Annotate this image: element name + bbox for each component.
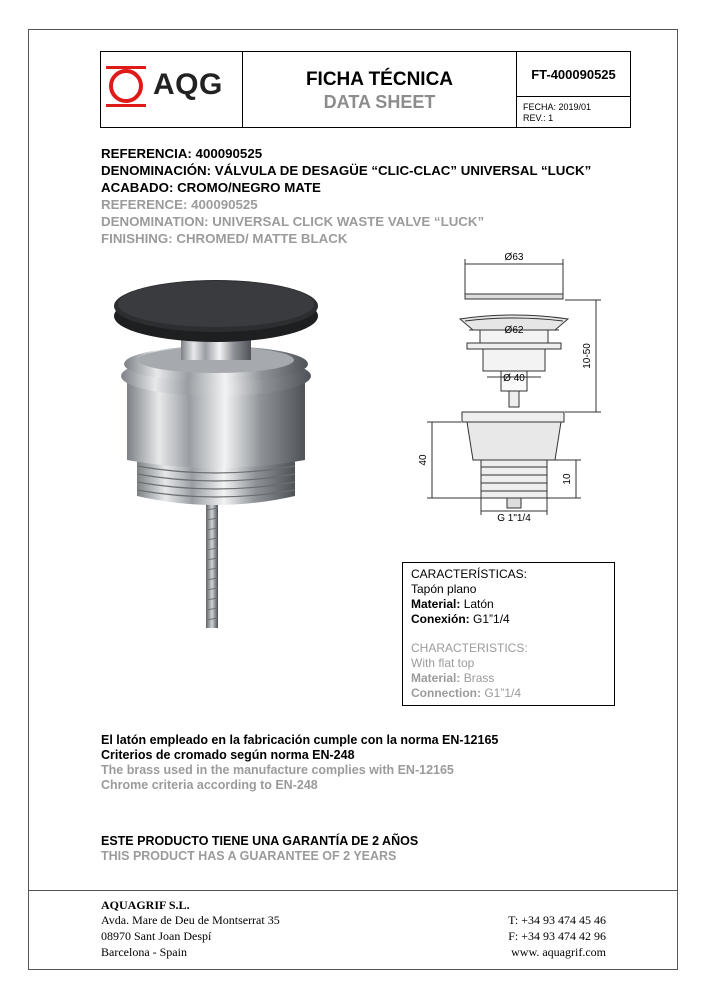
title-cell	[243, 52, 517, 127]
website-link[interactable]: www. aquagrif.com	[511, 945, 606, 959]
guarantee-en: THIS PRODUCT HAS A GUARANTEE OF 2 YEARS	[101, 849, 397, 863]
material-es	[411, 597, 494, 611]
document-revision: REV.: 1	[523, 113, 554, 123]
dim-d62: Ø62	[504, 325, 524, 336]
norm-brass-en: The brass used in the manufacture complies with EN-12165	[101, 763, 454, 777]
fax-number: F: +34 93 474 42 96	[508, 929, 606, 943]
reference-es: REFERENCIA: 400090525	[101, 146, 263, 161]
material-label-en: Material:	[411, 671, 461, 685]
dim-d40: Ø 40	[503, 373, 525, 384]
address-line-3: Barcelona - Spain	[101, 945, 187, 959]
denomination-es: DENOMINACIÓN: VÁLVULA DE DESAGÜE “CLIC-CLAC” UNIVERSAL “LUCK”	[101, 163, 592, 178]
logo-icon-bottom-bar	[106, 104, 146, 107]
denomination-en: DENOMINATION: UNIVERSAL CLICK WASTE VALVE “LUCK”	[101, 214, 485, 229]
technical-drawing	[405, 245, 615, 530]
code-cell	[517, 52, 630, 127]
address-line-2: 08970 Sant Joan Despí	[101, 929, 212, 943]
characteristics-title-en: CHARACTERISTICS:	[411, 641, 528, 655]
material-label-es: Material:	[411, 597, 461, 611]
material-value-en: Brass	[463, 671, 495, 685]
title-en: DATA SHEET	[323, 92, 436, 112]
title-es: FICHA TÉCNICA	[305, 69, 454, 90]
top-type-es: Tapón plano	[411, 582, 477, 596]
reference-en: REFERENCE: 400090525	[101, 197, 258, 212]
dim-40: 40	[418, 454, 429, 466]
document-date: FECHA: 2019/01	[523, 102, 592, 112]
product-photo	[95, 270, 335, 630]
norm-chrome-es: Criterios de cromado según norma EN-248	[101, 748, 355, 762]
dim-10: 10	[562, 473, 573, 485]
header-table	[100, 51, 631, 128]
top-type-en: With flat top	[411, 656, 475, 670]
guarantee-es: ESTE PRODUCTO TIENE UNA GARANTÍA DE 2 AÑOS	[101, 834, 419, 848]
norm-brass-es: El latón empleado en la fabricación cumple con la norma EN-12165	[101, 733, 499, 747]
material-value-es: Latón	[463, 597, 494, 611]
footer-divider	[28, 890, 678, 891]
company-name: AQUAGRIF S.L.	[101, 898, 190, 912]
characteristics-title-es: CARACTERÍSTICAS:	[411, 567, 528, 581]
address-line-1: Avda. Mare de Deu de Montserrat 35	[101, 913, 280, 927]
connection-en	[411, 686, 521, 700]
logo-text: AQG	[153, 68, 223, 101]
connection-value-en: G1”1/4	[484, 686, 522, 700]
dim-thread: G 1"1/4	[497, 513, 531, 524]
characteristics-box	[402, 562, 615, 706]
logo-icon	[109, 69, 143, 103]
connection-es	[411, 612, 510, 626]
connection-label-es: Conexión:	[411, 612, 470, 626]
dim-10-50: 10-50	[582, 343, 593, 369]
connection-value-es: G1”1/4	[473, 612, 510, 626]
finishing-en: FINISHING: CHROMED/ MATTE BLACK	[101, 231, 348, 246]
norm-chrome-en: Chrome criteria according to EN-248	[101, 778, 318, 792]
finishing-es: ACABADO: CROMO/NEGRO MATE	[101, 180, 321, 195]
material-en	[411, 671, 494, 685]
logo-cell	[101, 52, 243, 127]
code-divider	[517, 96, 630, 97]
connection-label-en: Connection:	[411, 686, 481, 700]
phone-number: T: +34 93 474 45 46	[508, 913, 606, 927]
dim-d63: Ø63	[504, 252, 524, 263]
document-code: FT-400090525	[531, 67, 616, 82]
